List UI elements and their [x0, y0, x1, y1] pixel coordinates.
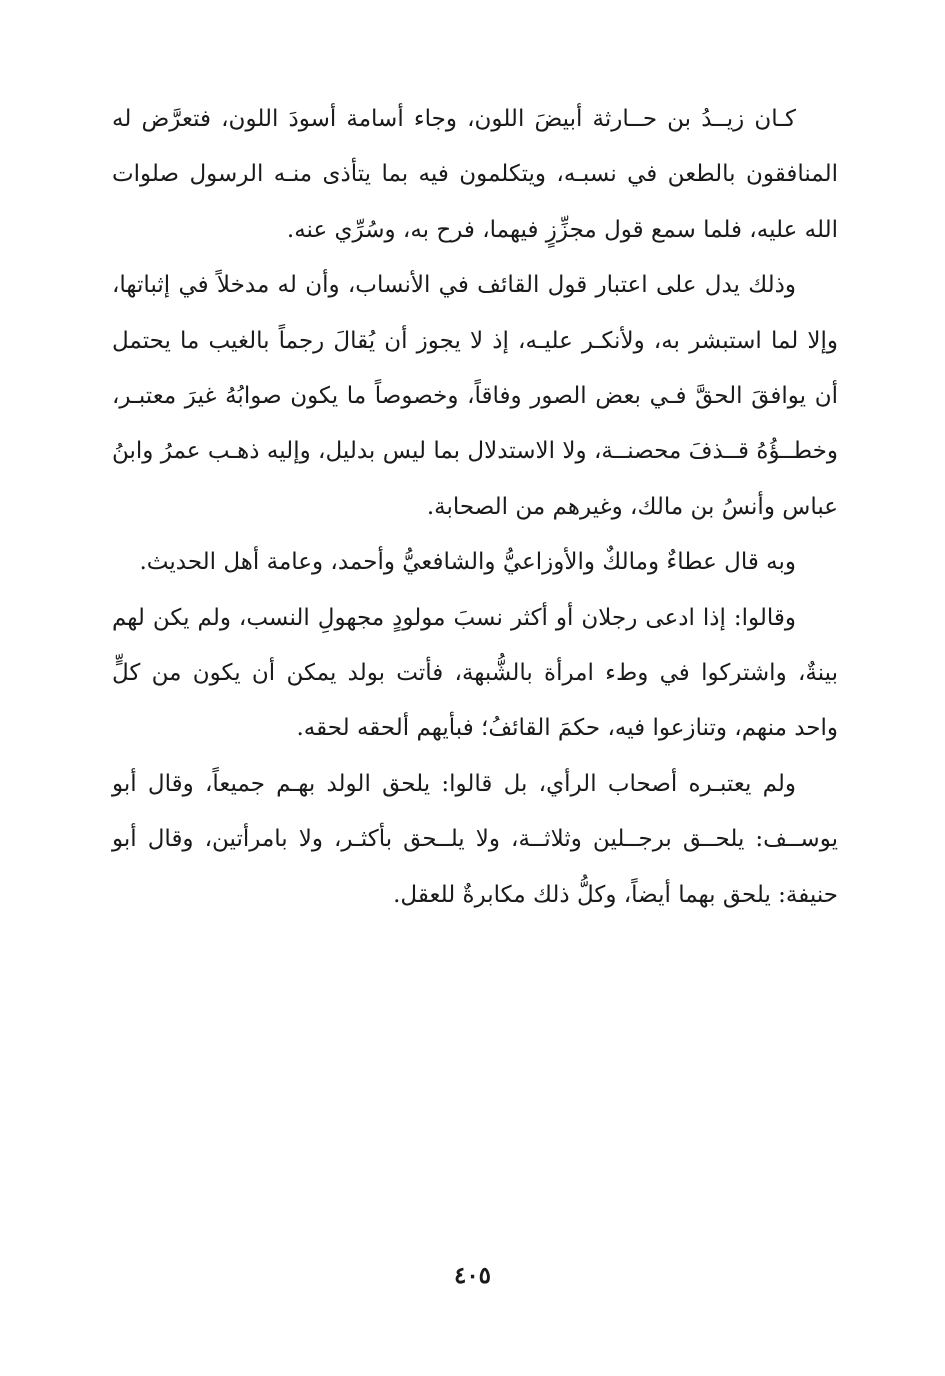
paragraph-3: وبه قال عطاءٌ ومالكٌ والأوزاعيُّ والشافعيُّ وأحمد، وعامة أهل الحديث.: [139, 549, 796, 576]
paragraph-1: كـان زيــدُ بن حــارثة أبيضَ اللون، وجاء أسامة أسودَ اللون، فتعرَّض له المنافقون بالطعن في نسبـه، ويتكلمون فيه بما يتأذى منـه الرسول صلوات الله عليه، فلما سمع قول مجزِّزٍ فيهما، فرح به، وسُرِّي عنه.: [112, 106, 838, 243]
paragraph-2: وذلك يدل على اعتبار قول القائف في الأنساب، وأن له مدخلاً في إثباتها، وإلا لما استبشر به، ولأنكـر عليـه، إذ لا يجوز أن يُقالَ رجماً بالغيب ما يحتمل أن يوافقَ الحقَّ فـي بعض الصور وفاقاً، وخصوصاً ما يكون صوابُهُ غيرَ معتبـر، وخطــؤُهُ قــذفَ محصنــة، ولا الاستدلال بما ليس بدليل، وإليه ذهـب عمرُ وابنُ عباس وأنسُ بن مالك، وغيرهم من الصحابة.: [112, 272, 838, 520]
page-text-body: [112, 92, 838, 923]
paragraph-4: وقالوا: إذا ادعى رجلان أو أكثر نسبَ مولودٍ مجهولِ النسب، ولم يكن لهم بينةٌ، واشتركوا في وطء امرأة بالشُّبهة، فأتت بولد يمكن أن يكون من كلٍّ واحد منهم، وتنازعوا فيه، حكمَ القائفُ؛ فبأيهم ألحقه لحقه.: [112, 604, 838, 742]
page-number: ٤٠٥: [453, 1262, 492, 1289]
paragraph-5: ولم يعتبـره أصحاب الرأي، بل قالوا: يلحق الولد بهـم جميعاً، وقال أبو يوســف: يلحــق برجــلين وثلاثــة، ولا يلــحق بأكثـر، ولا بامرأتين، وقال أبو حنيفة: يلحق بهما أيضاً، وكلُّ ذلك مكابرةٌ للعقل.: [112, 770, 838, 908]
